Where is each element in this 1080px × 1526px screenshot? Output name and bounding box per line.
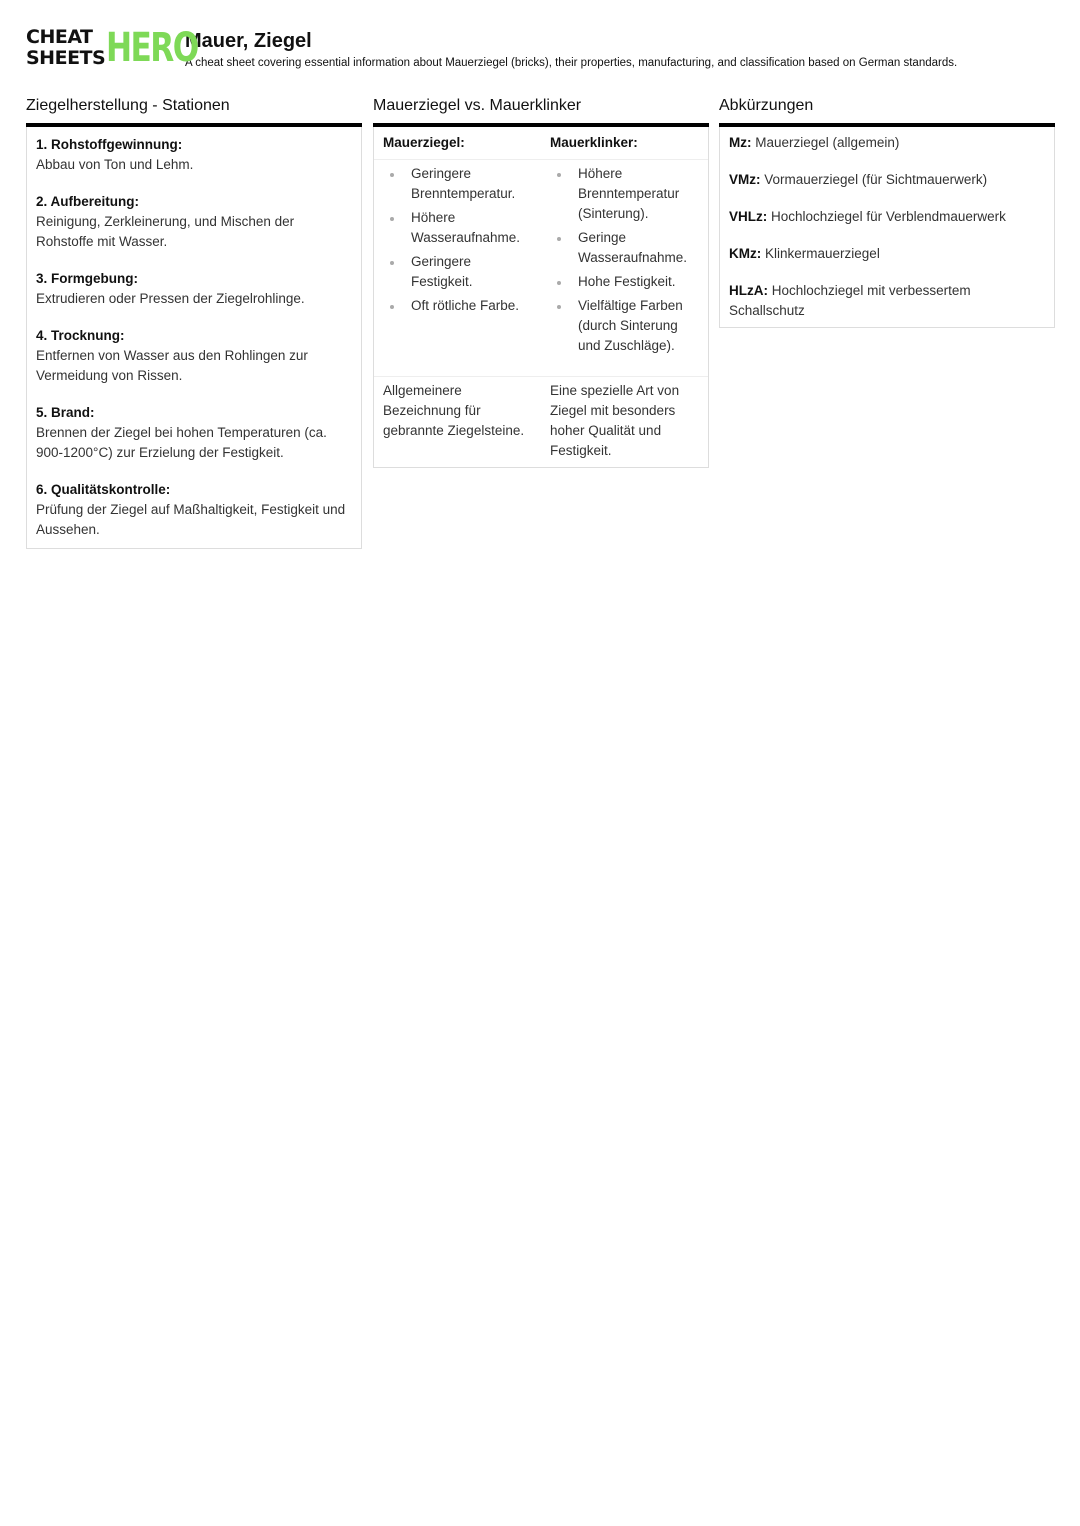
table-header-row [374,127,708,160]
table-cell: Allgemeinere Bezeichnung für gebrannte Ziegelsteine. [383,383,525,438]
section-comparison [373,95,709,468]
page-title: Mauer, Ziegel [185,30,312,52]
step-item [27,183,361,260]
section-production [26,95,362,549]
step-title: 1. Rohstoffgewinnung: [36,137,183,152]
abbreviation-value: Hochlochziegel mit verbessertem Schallschutz [729,283,971,318]
section-title: Mauerziegel vs. Mauerklinker [373,95,709,127]
section-title: Ziegelherstellung - Stationen [26,95,362,127]
comparison-table [374,127,708,467]
title-block [185,26,957,70]
abbreviation-item [720,238,1054,270]
step-title: 6. Qualitätskontrolle: [36,482,171,497]
table-cell: Eine spezielle Art von Ziegel mit besonders hoher Qualität und Festigkeit. [550,383,680,458]
abbreviations-card [719,127,1055,328]
step-text: Reinigung, Zerkleinerung, und Mischen der Rohstoffe mit Wasser. [36,214,295,249]
abbreviation-value: Klinkermauerziegel [765,246,880,261]
list-item: Vielfältige Farben (durch Sinterung und Zuschläge). [550,296,699,356]
abbreviation-key: HLzA: [729,283,768,298]
abbreviation-key: KMz: [729,246,762,261]
column-header-mauerklinker: Mauerklinker: [541,127,708,160]
abbreviation-value: Vormauerziegel (für Sichtmauerwerk) [764,172,988,187]
step-text: Brennen der Ziegel bei hohen Temperaturen (ca. 900-1200°C) zur Erzielung der Festigkeit. [36,425,327,460]
step-title: 3. Formgebung: [36,271,138,286]
step-item [27,260,361,317]
bullet-list [550,164,699,356]
step-item [27,471,361,548]
table-row [374,377,708,468]
step-text: Extrudieren oder Pressen der Ziegelrohlinge. [36,291,305,306]
step-text: Entfernen von Wasser aus den Rohlingen zur Vermeidung von Rissen. [36,348,308,383]
column-header-mauerziegel: Mauerziegel: [374,127,541,160]
list-item: Oft rötliche Farbe. [383,296,532,316]
abbreviation-value: Hochlochziegel für Verblendmauerwerk [771,209,1006,224]
logo-text [26,27,105,69]
abbreviation-key: VHLz: [729,209,768,224]
list-item: Hohe Festigkeit. [550,272,699,292]
abbreviation-item [720,127,1054,159]
section-title: Abkürzungen [719,95,1055,127]
list-item: Geringe Wasseraufnahme. [550,228,699,268]
bullet-list [383,164,532,316]
comparison-card [373,127,709,468]
step-text: Abbau von Ton und Lehm. [36,157,194,172]
abbreviation-item [720,164,1054,196]
header [26,26,957,74]
table-cell [541,160,708,377]
step-item [27,317,361,394]
step-item [27,394,361,471]
step-item [27,127,361,183]
logo-hero: HERO [106,25,198,71]
step-text: Prüfung der Ziegel auf Maßhaltigkeit, Festigkeit und Aussehen. [36,502,346,537]
logo-line-2: SHEETS [26,47,106,69]
logo-line-1: CHEAT [26,26,93,48]
production-card [26,127,362,549]
list-item: Höhere Wasseraufnahme. [383,208,532,248]
list-item: Geringere Brenntemperatur. [383,164,532,204]
abbreviation-value: Mauerziegel (allgemein) [755,135,900,150]
abbreviation-item [720,201,1054,233]
abbreviation-item [720,275,1054,327]
list-item: Höhere Brenntemperatur (Sinterung). [550,164,699,224]
step-title: 5. Brand: [36,405,95,420]
table-row [374,160,708,377]
page-subtitle: A cheat sheet covering essential information about Mauerziegel (bricks), their properties, manufacturing, and classification based on German standards. [185,57,958,69]
section-abbreviations [719,95,1055,328]
list-item: Geringere Festigkeit. [383,252,532,292]
table-cell [374,160,541,377]
abbreviation-key: Mz: [729,135,752,150]
step-title: 4. Trocknung: [36,328,125,343]
cheatsheets-hero-logo[interactable] [26,25,198,71]
abbreviation-key: VMz: [729,172,761,187]
step-title: 2. Aufbereitung: [36,194,139,209]
